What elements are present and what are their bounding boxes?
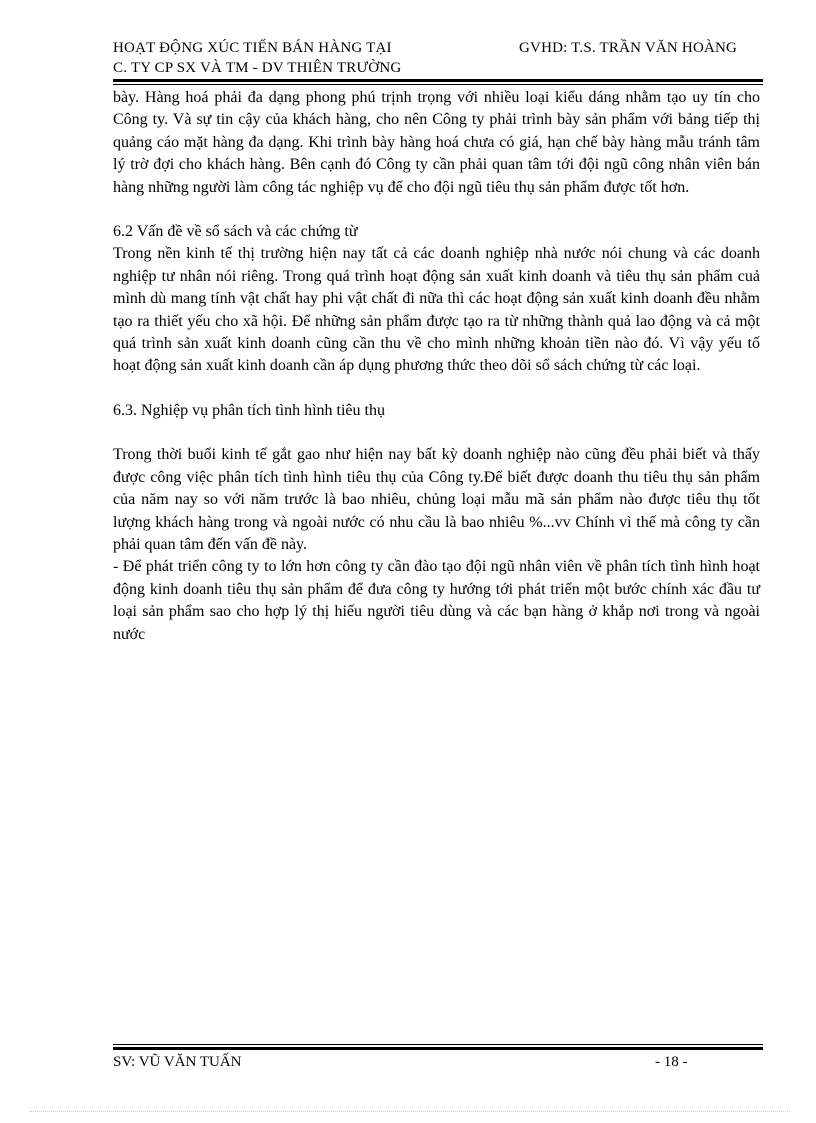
header-row-1 [113, 38, 763, 58]
header-title-line-1: HOẠT ĐỘNG XÚC TIẾN BÁN HÀNG TẠI [113, 40, 392, 56]
header-title-line-2: C. TY CP SX VÀ TM - DV THIÊN TRƯỜNG [113, 60, 402, 76]
page-number: - 18 - [655, 1054, 688, 1070]
page-header [113, 38, 763, 78]
header-rule-thin [113, 84, 763, 85]
footer-rule-thick [113, 1047, 763, 1050]
header-row-2 [113, 58, 763, 78]
page-body [113, 87, 760, 646]
section-6-3-paragraph-1: Trong thời buổi kinh tế gắt gao như hiện nay bất kỳ doanh nghiệp nào cũng đều phải biết và thấy được công việc phân tích tình hình tiêu thụ của Công ty.Để biết được doanh thu tiêu thụ sản phẩm của năm nay so với năm trước là bao nhiêu, chủng loại mẫu mã sản phẩm nào được tiêu thụ tốt lượng khách hàng trong và ngoài nước có nhu cầu là bao nhiêu %...vv Chính vì thế mà công ty cần phải quan tâm đến vấn đề này. [113, 446, 760, 553]
section-6-3-heading: 6.3. Nghiệp vụ phân tích tình hình tiêu thụ [113, 401, 385, 419]
section-6-3-paragraph-2: - Để phát triển công ty to lớn hơn công ty cần đào tạo đội ngũ nhân viên về phân tích tình hình hoạt động kinh doanh tiêu thụ sản phẩm để đưa công ty hướng tới phát triển một bước chính xác đầu tư loại sản phẩm sao cho hợp lý thị hiếu người tiêu dùng và các bạn hàng ở khắp nơi trong và ngoài nước [113, 558, 760, 643]
section-6-2-heading: 6.2 Vấn đề về sổ sách và các chứng từ [113, 223, 358, 241]
footer-rule-thin [113, 1044, 763, 1045]
page-bottom-border [30, 1111, 790, 1112]
section-6-2-paragraph: Trong nền kinh tế thị trường hiện nay tất cả các doanh nghiệp nhà nước nói chung và các doanh nghiệp tư nhân nói riêng. Trong quá trình hoạt động sản xuất kinh doanh và tiêu thụ sản phẩm cuả mình dù mang tính vật chất hay phi vật chất đi nữa thì các hoạt động sản xuất kinh doanh đều nhằm tạo ra thiết yếu cho xã hội. Để những sản phẩm được tạo ra từ những thành quả lao động và cả một quá trình sản xuất kinh doanh cũng cần thu về cho mình những khoản tiền nào đó. Vì vậy yếu tố hoạt động sản xuất kinh doanh cần áp dụng phương thức theo dõi sổ sách chứng từ các loại. [113, 245, 760, 375]
header-advisor: GVHD: T.S. TRẦN VĂN HOÀNG [519, 40, 738, 56]
header-rule-thick [113, 79, 763, 82]
footer-student-name: SV: VŨ VĂN TUẤN [113, 1054, 242, 1070]
intro-paragraph: bày. Hàng hoá phải đa dạng phong phú trịnh trọng với nhiều loại kiểu dáng nhằm tạo uy tín cho Công ty. Và sự tin cậy của khách hàng, cho nên Công ty phải trình bày sản phẩm với bảng tiếp thị quảng cáo mặt hàng đa dạng. Khi trình bày hàng hoá chưa có giá, hạn chế bày hàng mẫu tránh tâm lý trờ đợi cho khách hàng. Bên cạnh đó Công ty cần phải quan tâm tới đội ngũ công nhân viên bán hàng những người làm công tác nghiệp vụ để cho đội ngũ tiêu thụ sản phẩm được tốt hơn. [113, 89, 760, 196]
